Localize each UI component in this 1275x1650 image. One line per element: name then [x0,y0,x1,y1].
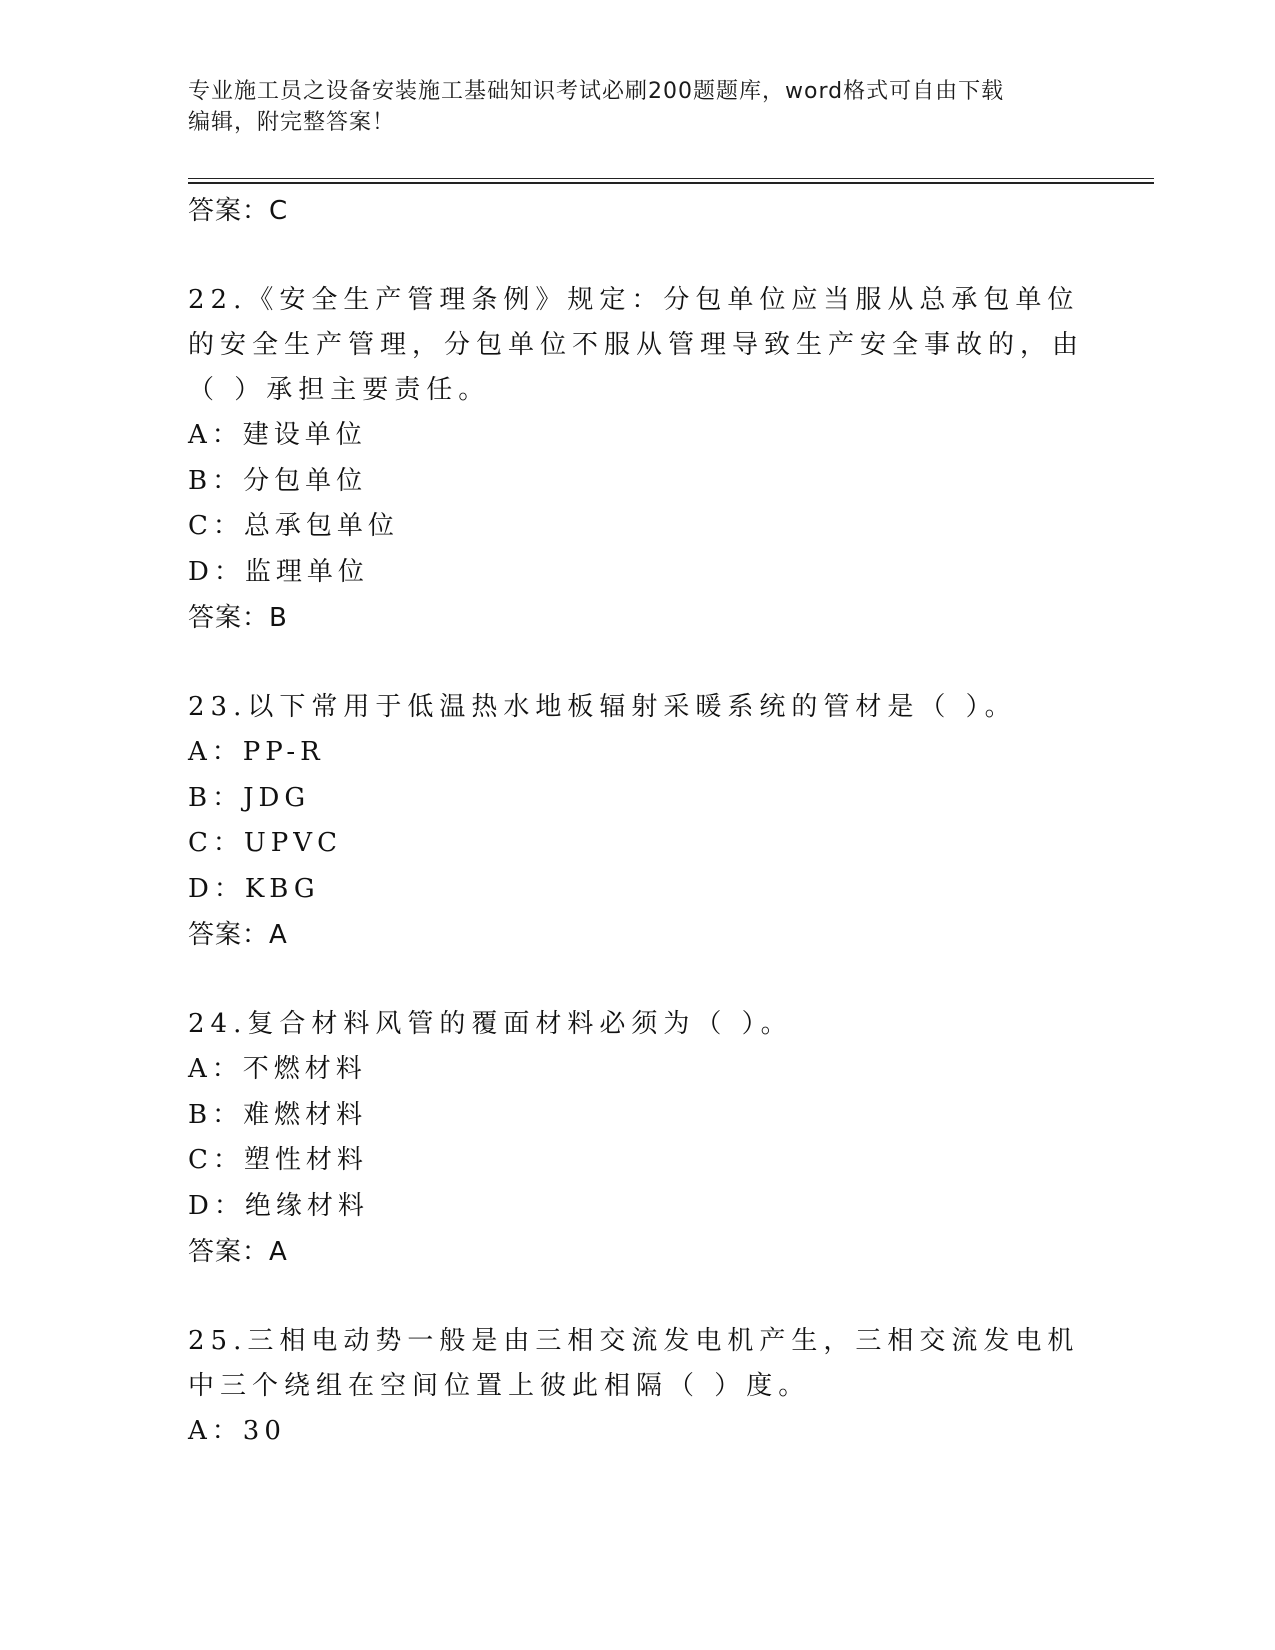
question-stem: 24.复合材料风管的覆面材料必须为（ ）。 [188,1009,793,1039]
option-a: A：建设单位 [188,420,367,450]
question-22 [188,278,1088,641]
answer: 答案：B [188,603,288,633]
question-list [188,188,1088,1455]
question-stem: 23.以下常用于低温热水地板辐射采暖系统的管材是（ ）。 [188,692,1017,722]
question-23 [188,685,1088,958]
option-a: A：PP-R [188,737,325,767]
option-d: D：KBG [188,873,320,904]
previous-answer: 答案：C [188,196,289,226]
header-divider-thin [188,178,1154,179]
header-title-line-1: 专业施工员之设备安装施工基础知识考试必刷200题题库，word格式可自由下载 [188,79,1005,104]
option-c: C：总承包单位 [188,511,399,541]
option-b: B：分包单位 [188,465,368,496]
option-b: B：难燃材料 [188,1099,368,1130]
answer: 答案：A [188,1237,288,1267]
answer: 答案：A [188,920,288,950]
option-b: B：JDG [188,782,311,813]
document-header [188,76,1088,138]
question-25 [188,1319,1088,1455]
option-d: D：绝缘材料 [188,1190,369,1221]
option-a: A：30 [188,1416,286,1446]
option-c: C：UPVC [188,828,342,858]
option-c: C：塑性材料 [188,1145,368,1175]
option-d: D：监理单位 [188,556,369,587]
option-a: A：不燃材料 [188,1054,367,1084]
header-divider-thick [188,182,1154,184]
question-24 [188,1002,1088,1275]
question-stem: 22.《安全生产管理条例》规定：分包单位应当服从总承包单位的安全生产管理，分包单位不服从管理导致生产安全事故的，由（ ）承担主要责任。 [188,285,1085,405]
question-stem: 25.三相电动势一般是由三相交流发电机产生，三相交流发电机中三个绕组在空间位置上彼此相隔（ ）度。 [188,1326,1080,1401]
header-title-line-2: 编辑，附完整答案！ [188,110,396,135]
